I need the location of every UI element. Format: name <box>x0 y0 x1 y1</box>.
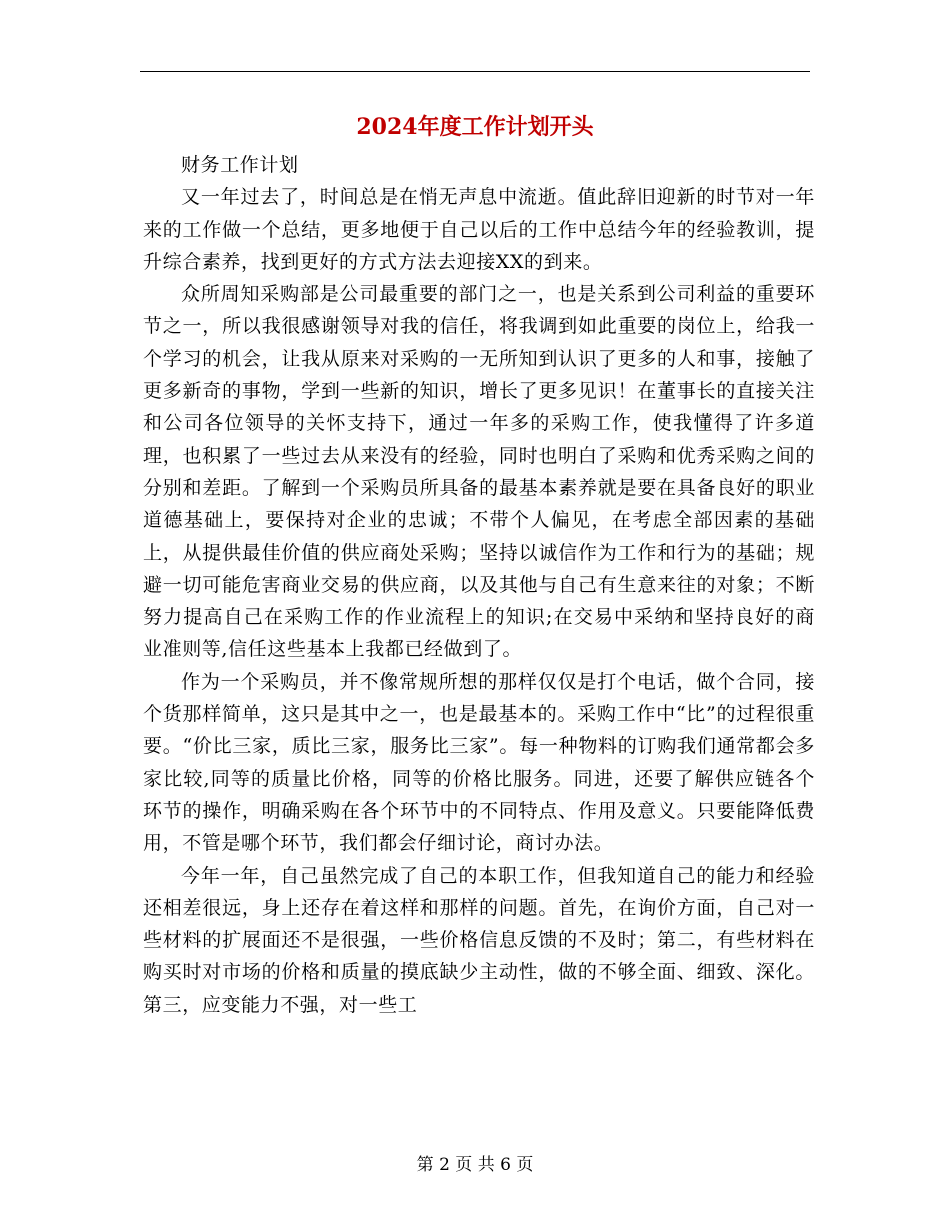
document-body <box>143 149 815 1021</box>
paragraph: 又一年过去了，时间总是在悄无声息中流逝。值此辞旧迎新的时节对一年来的工作做一个总结，更多地便于自己以后的工作中总结今年的经验教训，提升综合素养，找到更好的方式方法去迎接XX的到来。 <box>143 186 815 273</box>
paragraph: 今年一年，自己虽然完成了自己的本职工作，但我知道自己的能力和经验还相差很远，身上还存在着这样和那样的问题。首先，在询价方面，自己对一些材料的扩展面还不是很强，一些价格信息反馈的不及时；第二，有些材料在购买时对市场的价格和质量的摸底缺少主动性，做的不够全面、细致、深化。第三，应变能力不强，对一些工 <box>143 864 815 1016</box>
paragraph: 众所周知采购部是公司最重要的部门之一，也是关系到公司利益的重要环节之一，所以我很感谢领导对我的信任，将我调到如此重要的岗位上，给我一个学习的机会，让我从原来对采购的一无所知到认识了更多的人和事，接触了更多新奇的事物，学到一些新的知识，增长了更多见识！在董事长的直接关注和公司各位领导的关怀支持下，通过一年多的采购工作，使我懂得了许多道理，也积累了一些过去从来没有的经验，同时也明白了采购和优秀采购之间的分别和差距。了解到一个采购员所具备的最基本素养就是要在具备良好的职业道德基础上，要保持对企业的忠诚；不带个人偏见，在考虑全部因素的基础上，从提供最佳价值的供应商处采购；坚持以诚信作为工作和行为的基础；规避一切可能危害商业交易的供应商，以及其他与自己有生意来往的对象；不断努力提高自己在采购工作的作业流程上的知识;在交易中采纳和坚持良好的商业准则等,信任这些基本上我都已经做到了。 <box>143 283 815 661</box>
header-rule <box>140 71 810 72</box>
paragraph-heading: 财务工作计划 <box>181 154 299 176</box>
paragraph: 作为一个采购员，并不像常规所想的那样仅仅是打个电话，做个合同，接个货那样简单，这只是其中之一，也是最基本的。采购工作中“比”的过程很重要。“价比三家，质比三家，服务比三家”。每一种物料的订购我们通常都会多家比较,同等的质量比价格，同等的价格比服务。同进，还要了解供应链各个环节的操作，明确采购在各个环节中的不同特点、作用及意义。只要能降低费用，不管是哪个环节，我们都会仔细讨论，商讨办法。 <box>143 670 815 855</box>
page-number: 第 2 页 共 6 页 <box>416 1155 534 1175</box>
document-title: 2024年度工作计划开头 <box>356 114 594 140</box>
